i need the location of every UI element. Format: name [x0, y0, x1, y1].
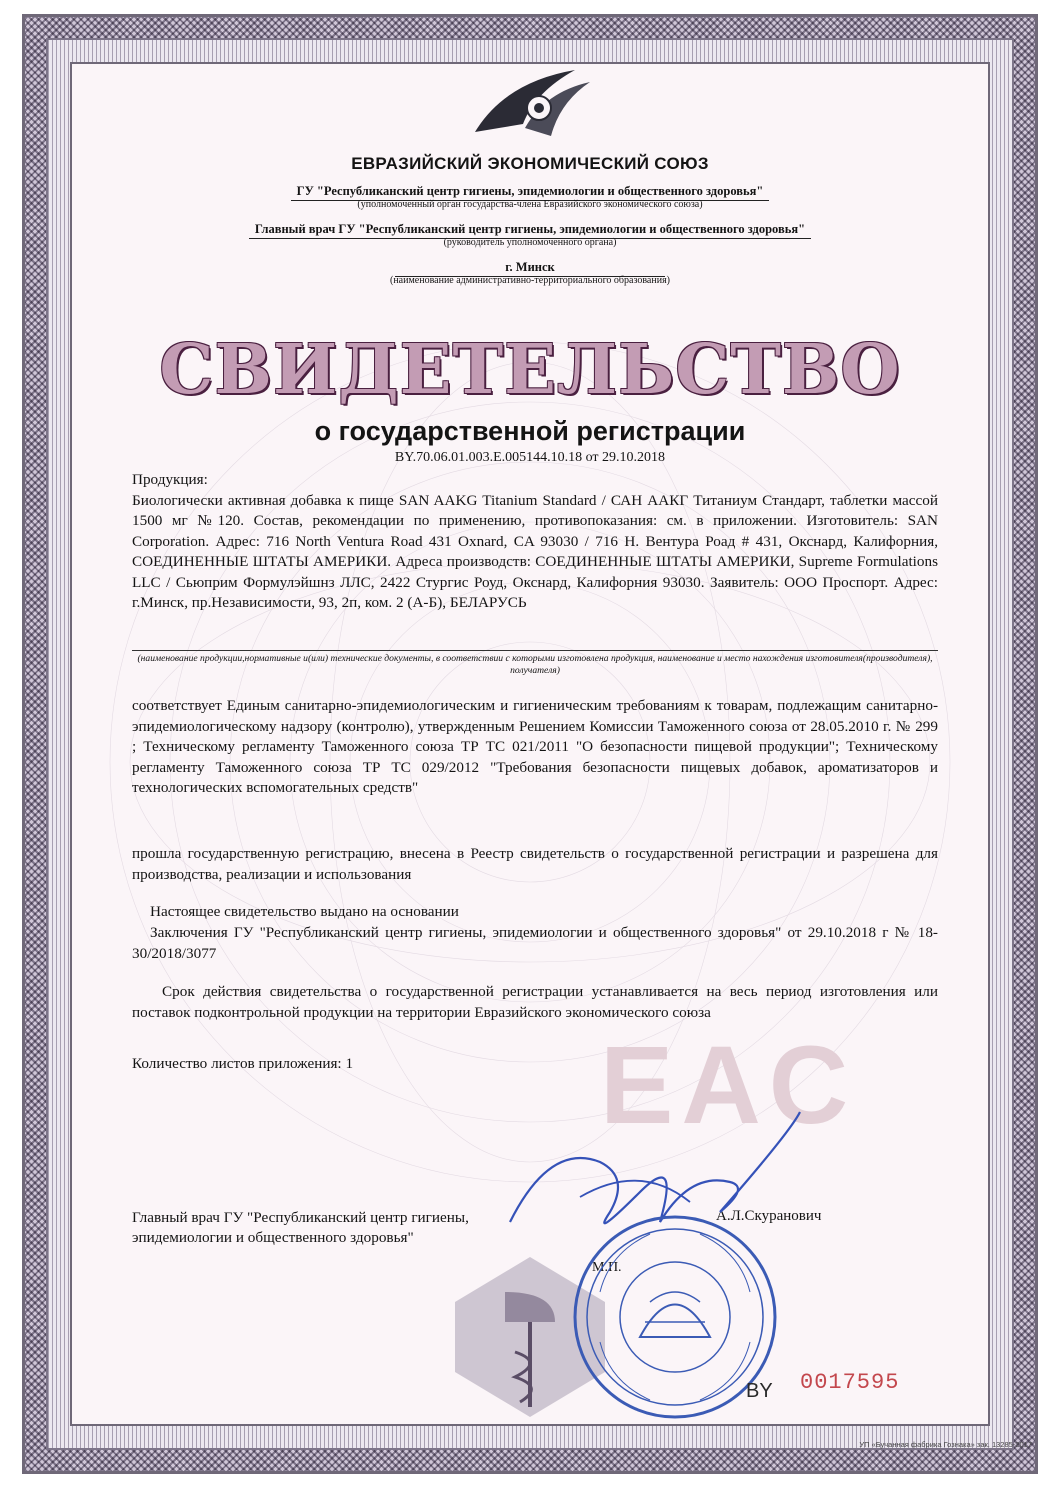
city-name: г. Минск: [395, 260, 664, 277]
serial-prefix: BY: [746, 1380, 773, 1402]
certificate-content: [70, 62, 990, 1426]
head-name: Главный врач ГУ "Республиканский центр гигиены, эпидемиологии и общественного здоровья": [249, 222, 811, 239]
authority-name: ГУ "Республиканский центр гигиены, эпидемиологии и общественного здоровья": [291, 184, 770, 201]
basis-text: Заключения ГУ "Республиканский центр гигиены, эпидемиологии и общественного здоровья" от 29.10.2018 г № 18-30/2018/3077: [132, 924, 938, 962]
head-caption: (руководитель уполномоченного органа): [443, 237, 617, 248]
product-caption: (наименование продукции,нормативные и(или) технические документы, в соответствии с которыми изготовлена продукция, наименование и место нахождения изготовителя(производителя), получателя): [132, 650, 938, 677]
product-block: [132, 470, 938, 614]
serial-number: 0017595: [800, 1370, 900, 1395]
eac-watermark: EAC: [600, 1024, 857, 1147]
registration-statement: прошла государственную регистрацию, внесена в Реестр свидетельств о государственной регистрации и разрешена для производства, реализации и использования: [132, 845, 938, 883]
compliance-text: соответствует Единым санитарно-эпидемиологическим и гигиеническим требованиям к товарам, подлежащим санитарно-эпидемиологическому надзору (контролю), утвержденным Решением Комиссии Таможенного союза от 28.05.2010 г. № 299 ; Техническому регламенту Таможенного союза ТР ТС 021/2011 "О безопасности пищевой продукции"; Техническому регламенту Таможенного союза ТР ТС 029/2012 "Требования безопасности пищевых добавок, ароматизаторов и технологических вспомогательных средств": [132, 697, 938, 796]
signatory-name: А.Л.Скуранович: [716, 1208, 822, 1224]
product-description: Биологически активная добавка к пище SAN AAKG Titanium Standard / САН ААКГ Титаниум Стандарт, таблетки массой 1500 мг №120. Состав, рекомендации по применению, противопоказания: см. в приложении. Изготовитель: SAN Corporation. Адрес: 716 North Ventura Road 431 Oxnard, CA 93030 / 716 Н. Вентура Роад # 431, Окснард, Калифорния, СОЕДИНЕННЫЕ ШТАТЫ АМЕРИКИ. Адреса производств: СОЕДИНЕННЫЕ ШТАТЫ АМЕРИКИ, Supreme Formulations LLC / Сьюприм Формулэйшнз ЛЛС, 2422 Стургис Роуд, Окснард, Калифорния 93030. Заявитель: ООО Проспорт. Адрес: г.Минск, пр.Независимости, 93, 2п, ком. 2 (А-Б), БЕЛАРУСЬ: [132, 491, 938, 611]
eaeu-emblem-icon: [465, 62, 595, 146]
basis-intro: Настоящее свидетельство выдано на основании: [150, 903, 459, 920]
registration-number: BY.70.06.01.003.Е.005144.10.18 от 29.10.2018: [394, 450, 666, 465]
signatory-position: Главный врач ГУ "Республиканский центр гигиены, эпидемиологии и общественного здоровья": [132, 1209, 469, 1246]
authority-caption: (уполномоченный орган государства-члена Евразийского экономического союза): [357, 199, 703, 210]
union-name: ЕВРАЗИЙСКИЙ ЭКОНОМИЧЕСКИЙ СОЮЗ: [351, 154, 709, 173]
city-caption: (наименование административно-территориального образования): [389, 275, 670, 286]
printer-note: УП «Бучанная фабрика Гознака» зак. 13285-2017: [859, 1440, 1032, 1449]
seal-place-label: М.П.: [592, 1260, 622, 1275]
document-title: СВИДЕТЕЛЬСТВО: [159, 330, 901, 410]
appendix-sheets: Количество листов приложения: 1: [132, 1055, 354, 1072]
document-subtitle: о государственной регистрации: [314, 416, 746, 446]
validity-text: Срок действия свидетельства о государственной регистрации устанавливается на весь период изготовления или поставок подконтрольной продукции на территории Евразийского экономического союза: [132, 983, 938, 1021]
product-label: Продукция:: [132, 471, 208, 488]
